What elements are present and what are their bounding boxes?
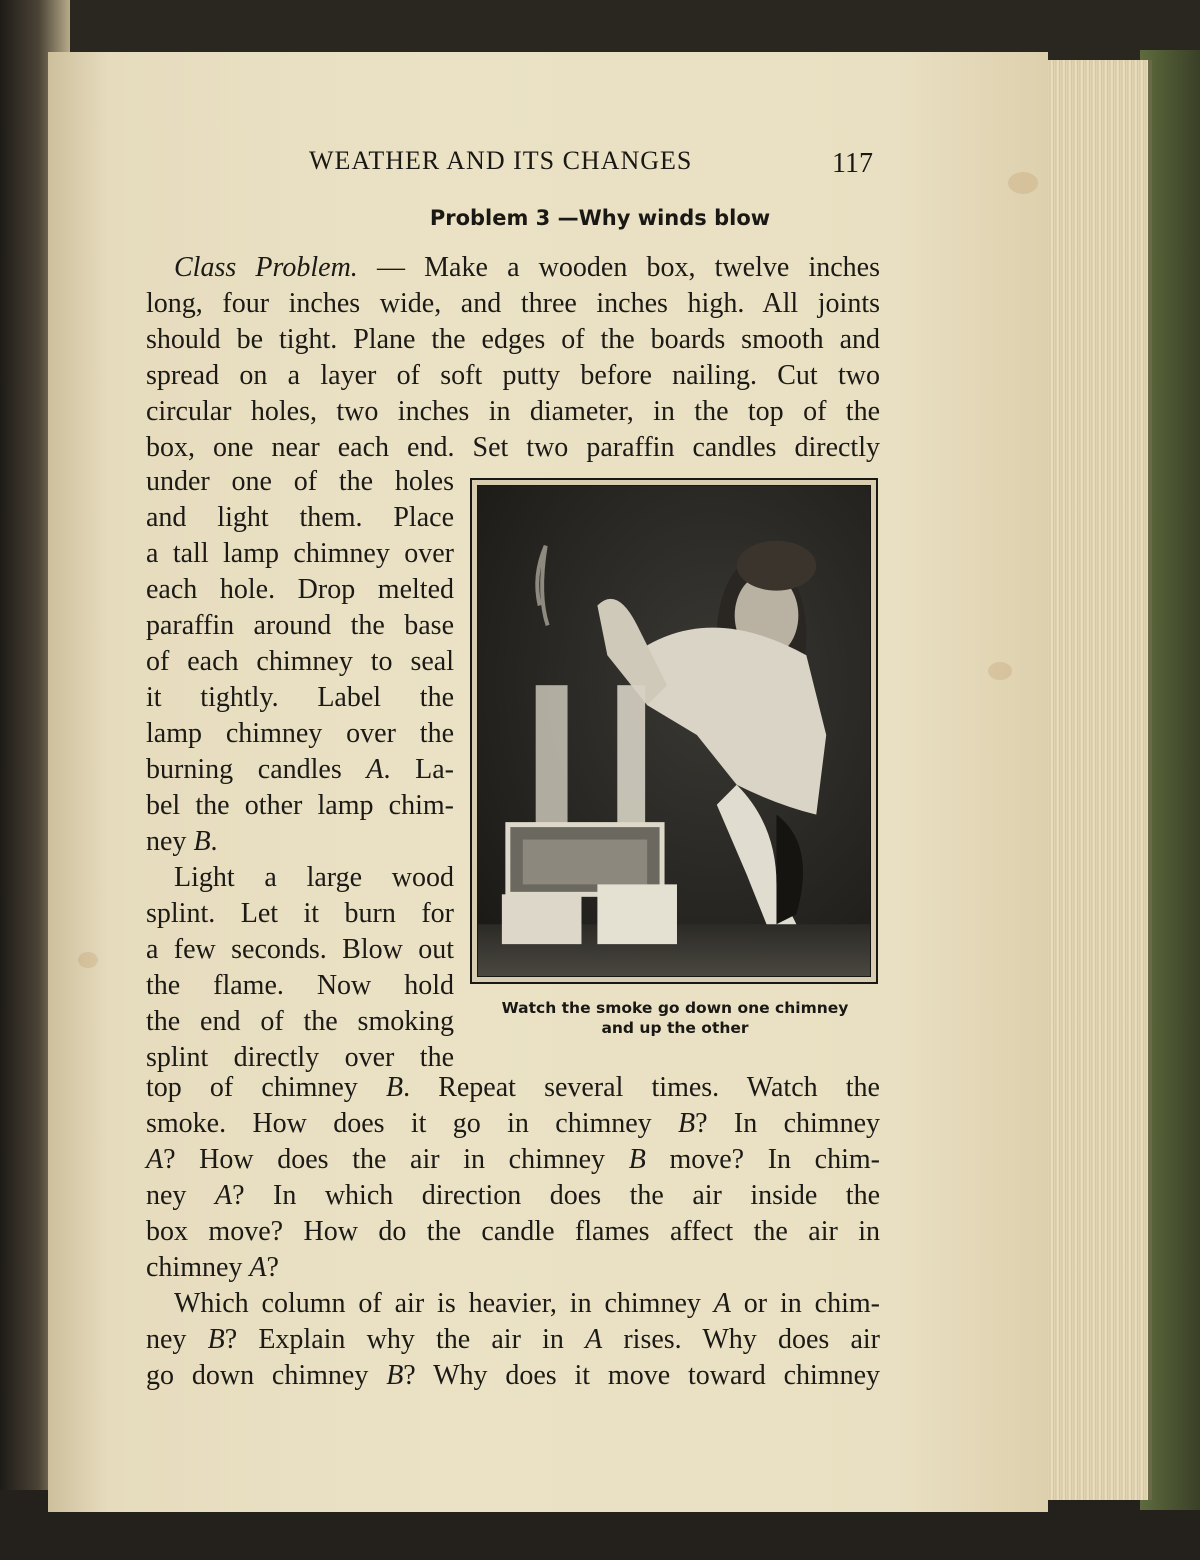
page-header [0,146,1200,186]
text-line: bel the other lamp chim- [146,790,454,821]
text-line: long, four inches wide, and three inches high. All joints [146,288,880,319]
text-line: Light a large wood [174,862,454,893]
text-line: ney A? In which direction does the air inside the [146,1180,880,1211]
text-line: of each chimney to seal [146,646,454,677]
figure-photo [470,478,878,984]
text-line: under one of the holes [146,466,454,497]
text-line: burning candles A. La- [146,754,454,785]
running-head: WEATHER AND ITS CHANGES [309,146,693,175]
text-line: lamp chimney over the [146,718,454,749]
text-line: chimney A? [146,1252,279,1283]
text-line: a few seconds. Blow out [146,934,454,965]
text-line: paraffin around the base [146,610,454,641]
text-line: spread on a layer of soft putty before nailing. Cut two [146,360,880,391]
text-line: box move? How do the candle flames affect the air in [146,1216,880,1247]
text-line: Class Problem. — Make a wooden box, twelve inches [174,252,880,283]
page-number: 117 [832,148,873,179]
text-line: it tightly. Label the [146,682,454,713]
caption-line-1: Watch the smoke go down one chimney [501,999,849,1017]
text-line: the end of the smoking [146,1006,454,1037]
figure-caption [470,998,880,1038]
paragraph-wrap-column [146,464,454,1076]
text-line: and light them. Place [146,502,454,533]
text-line: go down chimney B? Why does it move toward chimney [146,1360,880,1391]
text-line: the flame. Now hold [146,970,454,1001]
text-line: A? How does the air in chimney B move? In chim- [146,1144,880,1175]
text-line: splint directly over the [146,1042,454,1073]
text-line: ney B. [146,826,218,857]
problem-title: Problem 3 —Why winds blow [429,206,771,230]
text-line: a tall lamp chimney over [146,538,454,569]
text-line: Which column of air is heavier, in chimney A or in chim- [174,1288,880,1319]
text-line: top of chimney B. Repeat several times. Watch the [146,1072,880,1103]
text-line: splint. Let it burn for [146,898,454,929]
paragraph-continuation [146,1070,880,1394]
text-line: smoke. How does it go in chimney B? In chimney [146,1108,880,1139]
text-line: should be tight. Plane the edges of the boards smooth and [146,324,880,355]
paragraph-class-problem [146,250,880,466]
text-line: box, one near each end. Set two paraffin candles directly [146,432,880,463]
text-line: ney B? Explain why the air in A rises. Why does air [146,1324,880,1355]
text-line: each hole. Drop melted [146,574,454,605]
caption-line-2: and up the other [601,1019,749,1037]
text-line: circular holes, two inches in diameter, in the top of the [146,396,880,427]
photo-experiment-image [478,486,870,976]
